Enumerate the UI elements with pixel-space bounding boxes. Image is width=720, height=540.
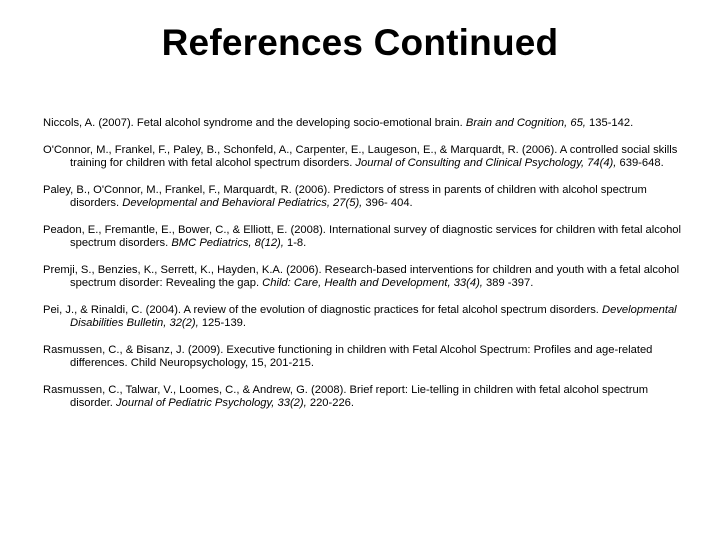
slide-title: References Continued xyxy=(161,22,559,63)
reference-journal: BMC Pediatrics, 8(12), xyxy=(171,237,284,249)
reference-journal: Child: Care, Health and Development, 33(4), xyxy=(262,277,483,289)
reference-text: O'Connor, M., Frankel, F., Paley, B., Schonfeld, A., Carpenter, E., Laugeson, E., & Marquardt, R. (2006). A controlled social skills training for children with fetal alcohol spectrum disorders. xyxy=(43,144,678,169)
reference-pages: 1-8. xyxy=(283,237,307,249)
reference-pages: 396- 404. xyxy=(362,197,413,209)
reference-item xyxy=(43,144,683,170)
reference-text: Peadon, E., Fremantle, E., Bower, C., & Elliott, E. (2008). International survey of diagnostic services for children with fetal alcohol spectrum disorders. xyxy=(43,224,681,249)
reference-text: Paley, B., O'Connor, M., Frankel, F., Marquardt, R. (2006). Predictors of stress in parents of children with alcohol spectrum disorders. xyxy=(43,184,647,209)
reference-item xyxy=(43,184,683,210)
reference-journal: Journal of Consulting and Clinical Psychology, 74(4), xyxy=(355,157,617,169)
reference-journal: Brain and Cognition, 65, xyxy=(465,117,586,129)
reference-item xyxy=(43,224,683,250)
reference-pages: 135-142. xyxy=(585,117,634,129)
reference-text: Niccols, A. (2007). Fetal alcohol syndrome and the developing socio-emotional brain. xyxy=(43,117,466,129)
reference-item xyxy=(43,117,683,130)
reference-pages: 389 -397. xyxy=(482,277,534,289)
reference-item xyxy=(43,304,683,330)
reference-journal: Developmental and Behavioral Pediatrics, 27(5), xyxy=(122,197,363,209)
reference-journal: Journal of Pediatric Psychology, 33(2), xyxy=(116,397,307,409)
reference-item xyxy=(43,384,683,410)
reference-item xyxy=(43,264,683,290)
reference-text: Rasmussen, C., & Bisanz, J. (2009). Executive functioning in children with Fetal Alcohol Spectrum: Profiles and age-related differences. Child Neuropsychology, 15, 201-215. xyxy=(43,344,653,369)
reference-list xyxy=(43,117,683,424)
reference-journal: Developmental Disabilities Bulletin, 32(2), xyxy=(70,304,677,329)
reference-pages: 125-139. xyxy=(198,317,246,329)
reference-pages: 220-226. xyxy=(306,397,355,409)
reference-text: Rasmussen, C., Talwar, V., Loomes, C., & Andrew, G. (2008). Brief report: Lie-telling in children with fetal alcohol spectrum disorder. xyxy=(43,384,649,409)
reference-text: Pei, J., & Rinaldi, C. (2004). A review of the evolution of diagnostic practices for fetal alcohol spectrum disorders. xyxy=(43,304,603,316)
reference-text: Premji, S., Benzies, K., Serrett, K., Hayden, K.A. (2006). Research-based interventions for children and youth with a fetal alcohol spectrum disorder: Revealing the gap. xyxy=(43,264,680,289)
reference-item xyxy=(43,344,683,370)
reference-pages: 639-648. xyxy=(616,157,664,169)
